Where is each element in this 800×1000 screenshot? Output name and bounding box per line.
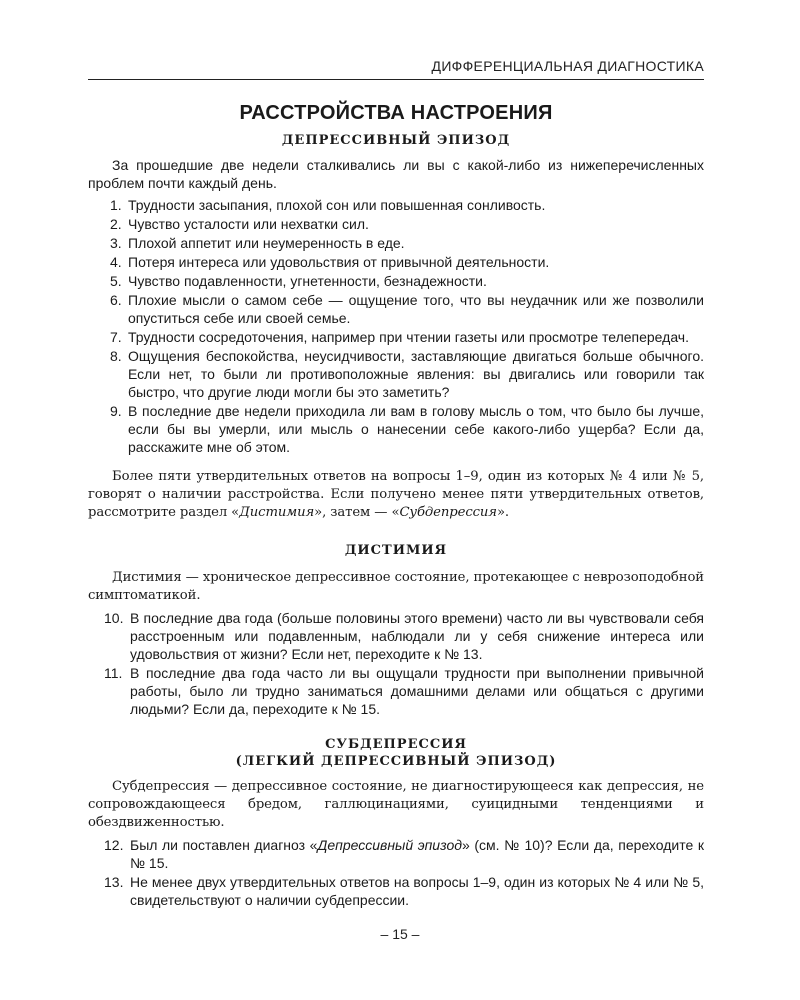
list-item	[88, 215, 704, 233]
page-content	[88, 98, 704, 910]
item-text: Был ли поставлен диагноз «	[130, 837, 318, 853]
section-title-subdepression	[88, 736, 704, 770]
dysthymia-reference: Дистимия	[239, 505, 315, 520]
header-rule	[88, 79, 704, 80]
list-item	[88, 347, 704, 401]
item-text: » (см. № 10)? Если да, переходите к № 15.	[130, 837, 704, 871]
depressive-episode-intro: За прошедшие две недели сталкивались ли вы с какой-либо из нижеперечисленных проблем почти каждый день.	[88, 157, 704, 191]
item-number: 10.	[104, 610, 124, 626]
dysthymia-list	[88, 609, 704, 718]
list-item	[88, 291, 704, 327]
item-text: Трудности сосредоточения, например при чтении газеты или просмотре телепередач.	[128, 329, 689, 345]
depressive-episode-conclusion	[88, 468, 704, 522]
list-item	[88, 664, 704, 718]
item-number: 8.	[110, 348, 122, 364]
list-item	[88, 836, 704, 872]
list-item	[88, 873, 704, 909]
item-number: 13.	[104, 874, 124, 890]
item-number: 4.	[110, 254, 122, 270]
item-number: 3.	[110, 235, 122, 251]
item-text: Потеря интереса или удовольствия от привычной деятельности.	[128, 254, 550, 270]
item-text: В последние два года (больше половины этого времени) часто ли вы чувствовали себя расстроенным или подавленным, наблюдали ли у себя снижение интереса или удовольствия от жизни? Если нет, переходите к № 13.	[130, 610, 704, 662]
running-header: ДИФФЕРЕНЦИАЛЬНАЯ ДИАГНОСТИКА	[431, 58, 704, 74]
item-text: Чувство подавленности, угнетенности, безнадежности.	[128, 273, 487, 289]
list-item	[88, 272, 704, 290]
subdepression-title-line2: (ЛЕГКИЙ ДЕПРЕССИВНЫЙ ЭПИЗОД)	[235, 754, 557, 769]
diagnosis-reference: Депрессивный эпизод	[317, 837, 462, 853]
item-text: Трудности засыпания, плохой сон или повышенная сонливость.	[128, 197, 546, 213]
item-number: 9.	[110, 403, 122, 419]
subdepression-intro: Субдепрессия — депрессивное состояние, не диагностирующееся как депрессия, не сопровождающееся бредом, галлюцинациями, суицидными тенденциями и обездвиженностью.	[88, 779, 704, 830]
item-number: 5.	[110, 273, 122, 289]
conclusion-text: », затем — «	[314, 505, 400, 520]
conclusion-text: Более пяти утвердительных ответов на вопросы 1–9, один из которых № 4 или № 5, говорят о наличии расстройства. Если получено менее пяти утвердительных ответов, рассмотрите раздел «	[88, 469, 704, 520]
item-number: 11.	[104, 665, 123, 681]
item-number: 1.	[110, 197, 122, 213]
list-item	[88, 196, 704, 214]
main-title: РАССТРОЙСТВА НАСТРОЕНИЯ	[239, 102, 553, 124]
item-number: 12.	[104, 837, 124, 853]
section-title-depressive-episode: ДЕПРЕССИВНЫЙ ЭПИЗОД	[281, 133, 511, 148]
item-number: 2.	[110, 216, 122, 232]
list-item	[88, 402, 704, 456]
item-text: В последние две недели приходила ли вам в голову мысль о том, что было бы лучше, если бы вы умерли, или мысль о нанесении себе какого-либо ущерба? Если да, расскажите мне об этом.	[128, 403, 704, 455]
item-number: 6.	[110, 292, 122, 308]
subdepression-title-line1: СУБДЕПРЕССИЯ	[325, 737, 467, 752]
item-number: 7.	[110, 329, 122, 345]
list-item	[88, 328, 704, 346]
list-item	[88, 609, 704, 663]
page-number: – 15 –	[380, 926, 420, 942]
list-item	[88, 253, 704, 271]
conclusion-text: ».	[496, 505, 509, 520]
item-text: Чувство усталости или нехватки сил.	[128, 216, 369, 232]
list-item	[88, 234, 704, 252]
item-text: Плохие мысли о самом себе — ощущение того, что вы неудачник или же позволили опуститься себе или своей семье.	[128, 292, 704, 326]
subdepression-list	[88, 836, 704, 909]
item-text: Не менее двух утвердительных ответов на вопросы 1–9, один из которых № 4 или № 5, свидетельствуют о наличии субдепрессии.	[130, 874, 704, 908]
item-text: В последние два года часто ли вы ощущали трудности при выполнении привычной работы, было ли трудно заниматься домашними делами или общаться с другими людьми? Если да, переходите к № 15.	[130, 665, 704, 717]
item-text: Плохой аппетит или неумеренность в еде.	[128, 235, 405, 251]
subdepression-reference: Субдепрессия	[399, 505, 497, 520]
dysthymia-intro: Дистимия — хроническое депрессивное состояние, протекающее с неврозоподобной симптоматикой.	[88, 570, 704, 603]
depressive-episode-list	[88, 196, 704, 456]
section-title-dysthymia: ДИСТИМИЯ	[344, 543, 448, 558]
item-text: Ощущения беспокойства, неусидчивости, заставляющие двигаться больше обычного. Если нет, то были ли противоположные явления: вы двигались или говорили так быстро, что другие люди могли бы это заметить?	[128, 348, 704, 400]
